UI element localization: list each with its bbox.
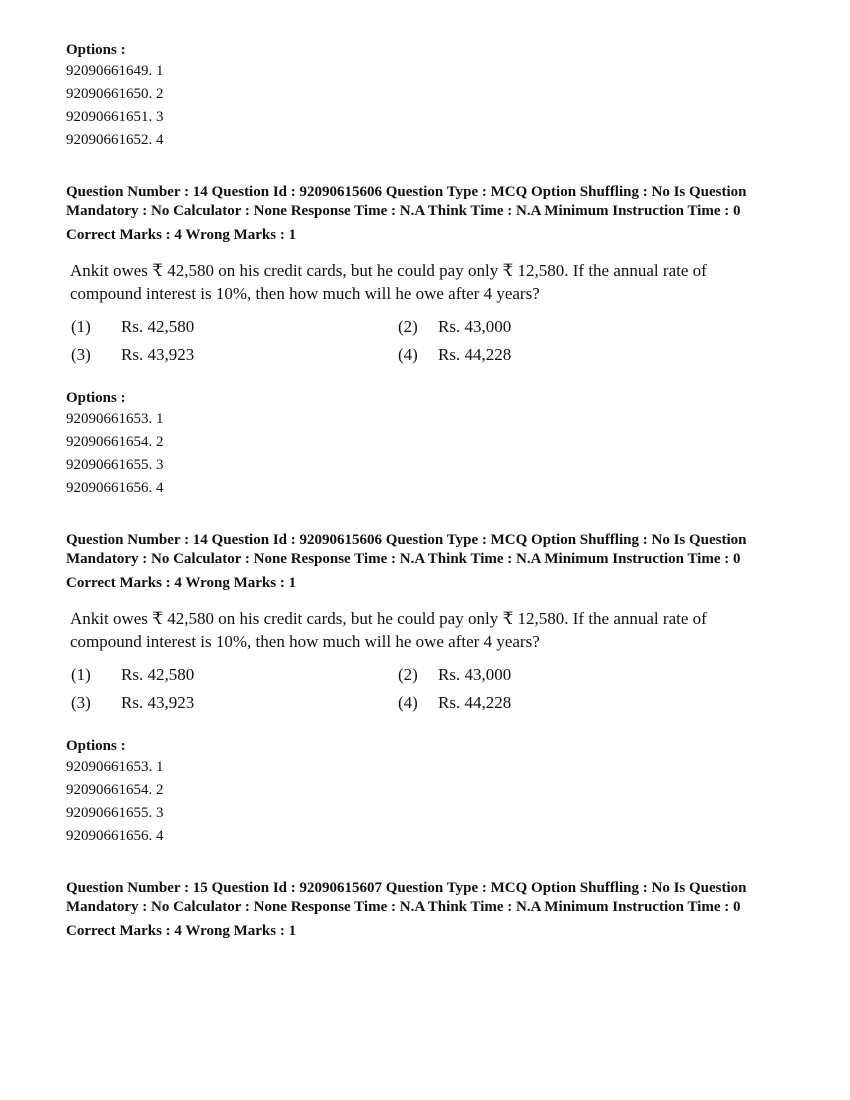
options-block (66, 40, 766, 152)
choice-number: (3) (71, 345, 91, 364)
option-line: 92090661653. 1 (66, 411, 164, 427)
answer-choices (71, 663, 766, 714)
options-block (66, 736, 766, 848)
choice-text: Rs. 43,000 (438, 317, 512, 336)
option-line: 92090661651. 3 (66, 109, 164, 125)
choice-text: Rs. 43,923 (121, 345, 195, 364)
option-line: 92090661656. 4 (66, 828, 164, 844)
choice-number: (4) (398, 693, 418, 712)
choice-number: (1) (71, 317, 91, 336)
option-line: 92090661656. 4 (66, 480, 164, 496)
option-line: 92090661650. 2 (66, 86, 164, 102)
choice-number: (4) (398, 345, 418, 364)
options-label: Options : (66, 390, 126, 406)
question-text: Ankit owes ₹ 42,580 on his credit cards, but he could pay only ₹ 12,580. If the annual rate of compound interest is 10%, then how much will he owe after 4 years? (70, 609, 707, 651)
choice-number: (2) (398, 317, 418, 336)
option-line: 92090661654. 2 (66, 434, 164, 450)
question-block (66, 879, 766, 941)
option-line: 92090661652. 4 (66, 132, 164, 148)
choice-number: (1) (71, 665, 91, 684)
choice-text: Rs. 43,923 (121, 693, 195, 712)
question-marks: Correct Marks : 4 Wrong Marks : 1 (66, 575, 297, 591)
options-label: Options : (66, 42, 126, 58)
answer-choices (71, 315, 766, 366)
options-label: Options : (66, 738, 126, 754)
question-marks: Correct Marks : 4 Wrong Marks : 1 (66, 227, 297, 243)
choice-number: (3) (71, 693, 91, 712)
option-line: 92090661654. 2 (66, 782, 164, 798)
option-line: 92090661655. 3 (66, 457, 164, 473)
document-page (66, 40, 766, 955)
choice-text: Rs. 42,580 (121, 665, 195, 684)
question-meta: Question Number : 14 Question Id : 92090615606 Question Type : MCQ Option Shuffling : No Is Question Mandatory : No Calculator : None Response Time : N.A Think Time : N.A Minimum Instruction Time : 0 (66, 184, 747, 219)
option-line: 92090661653. 1 (66, 759, 164, 775)
question-marks: Correct Marks : 4 Wrong Marks : 1 (66, 923, 297, 939)
choice-text: Rs. 44,228 (438, 345, 512, 364)
choice-text: Rs. 43,000 (438, 665, 512, 684)
choice-text: Rs. 42,580 (121, 317, 195, 336)
option-line: 92090661649. 1 (66, 63, 164, 79)
question-block (66, 183, 766, 366)
option-line: 92090661655. 3 (66, 805, 164, 821)
choice-text: Rs. 44,228 (438, 693, 512, 712)
question-meta: Question Number : 14 Question Id : 92090615606 Question Type : MCQ Option Shuffling : No Is Question Mandatory : No Calculator : None Response Time : N.A Think Time : N.A Minimum Instruction Time : 0 (66, 532, 747, 567)
choice-number: (2) (398, 665, 418, 684)
question-meta: Question Number : 15 Question Id : 92090615607 Question Type : MCQ Option Shuffling : No Is Question Mandatory : No Calculator : None Response Time : N.A Think Time : N.A Minimum Instruction Time : 0 (66, 880, 747, 915)
options-block (66, 388, 766, 500)
question-text: Ankit owes ₹ 42,580 on his credit cards, but he could pay only ₹ 12,580. If the annual rate of compound interest is 10%, then how much will he owe after 4 years? (70, 261, 707, 303)
question-block (66, 531, 766, 714)
